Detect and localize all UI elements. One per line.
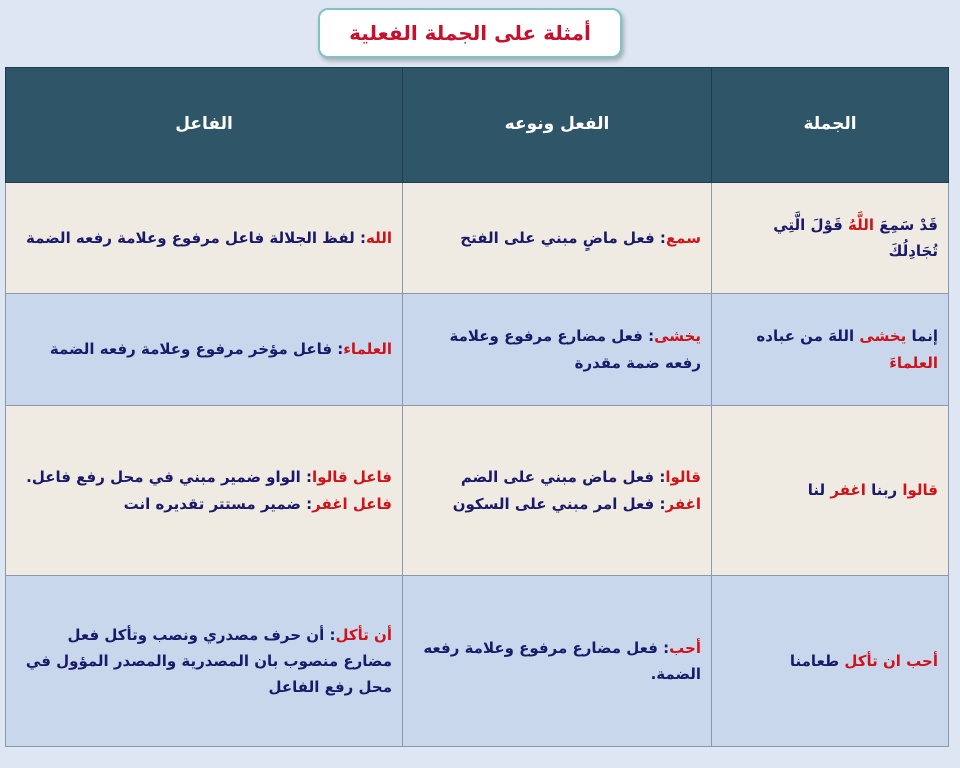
table-row — [6, 406, 949, 576]
sentence-text: طعامنا — [789, 651, 845, 670]
verb-line — [413, 323, 701, 376]
subject-key: فاعل اغفر — [312, 494, 392, 513]
verb-cell — [403, 183, 712, 294]
subject-desc: : ضمير مستتر تقديره انت — [123, 494, 313, 513]
header-sentence: الجملة — [712, 68, 949, 183]
sentence-cell — [712, 406, 949, 576]
sentence-highlight: العلماءَ — [889, 353, 938, 372]
verb-line — [413, 635, 701, 688]
sentence-cell — [712, 294, 949, 406]
header-row — [6, 68, 949, 183]
subject-line — [16, 622, 392, 701]
subject-desc: : الواو ضمير مبني في محل رفع فاعل. — [26, 468, 313, 487]
verb-key: سمع — [665, 228, 701, 247]
table-row — [6, 183, 949, 294]
sentence-text: إنما — [906, 327, 938, 346]
sentence-text: قَوْلَ الَّتِي تُجَادِلُكَ — [773, 215, 938, 260]
subject-line — [16, 464, 392, 490]
verb-desc: : فعل مضارع مرفوع وعلامة رفعه ضمة مقدرة — [449, 327, 701, 372]
sentence-highlight: أحب ان تأكل — [844, 651, 938, 670]
subject-cell — [6, 294, 403, 406]
page-title: أمثلة على الجملة الفعلية — [349, 21, 591, 45]
verb-key: أحب — [669, 638, 701, 657]
subject-cell — [6, 406, 403, 576]
verb-desc: : فعل ماضٍ مبني على الفتح — [460, 228, 666, 247]
subject-desc: : لفظ الجلالة فاعل مرفوع وعلامة رفعه الضمة — [26, 228, 366, 247]
examples-table — [5, 67, 949, 747]
verb-key: يخشى — [654, 327, 701, 346]
subject-desc: : فاعل مؤخر مرفوع وعلامة رفعه الضمة — [49, 340, 344, 359]
sentence-highlight: اللَّهُ — [848, 215, 875, 234]
sentence-text: لنا — [807, 481, 831, 500]
verb-line — [413, 225, 701, 251]
subject-cell — [6, 183, 403, 294]
sentence-text: قَدْ سَمِعَ — [874, 215, 938, 234]
verb-line — [413, 464, 701, 490]
verb-desc: : فعل مضارع مرفوع وعلامة رفعه الضمة. — [423, 638, 701, 683]
subject-line — [16, 491, 392, 517]
verb-line — [413, 491, 701, 517]
verb-cell — [403, 406, 712, 576]
verb-cell — [403, 294, 712, 406]
verb-key: اغفر — [665, 494, 701, 513]
subject-key: العلماء — [343, 340, 392, 359]
subject-key: أن تأكل — [335, 625, 392, 644]
sentence-highlight: قالوا — [902, 481, 938, 500]
verb-desc: : فعل امر مبني على السكون — [452, 494, 666, 513]
sentence-text: ربنا — [865, 481, 903, 500]
subject-cell — [6, 576, 403, 747]
verb-key: قالوا — [665, 468, 701, 487]
sentence-highlight: اغفر — [830, 481, 866, 500]
subject-desc: : أن حرف مصدري ونصب وتأكل فعل مضارع منصوب بان المصدرية والمصدر المؤول في محل رفع الفاعل — [25, 625, 392, 697]
sentence-cell — [712, 183, 949, 294]
subject-line — [16, 336, 392, 362]
title-box — [318, 8, 622, 58]
table-row — [6, 576, 949, 747]
sentence-text: اللهَ من عباده — [756, 327, 860, 346]
header-subject: الفاعل — [6, 68, 403, 183]
subject-line — [16, 225, 392, 251]
subject-key: الله — [366, 228, 392, 247]
verb-desc: : فعل ماض مبني على الضم — [460, 468, 666, 487]
sentence-highlight: يخشى — [859, 327, 907, 346]
table-row — [6, 294, 949, 406]
verb-cell — [403, 576, 712, 747]
sentence-cell — [712, 576, 949, 747]
header-verb: الفعل ونوعه — [403, 68, 712, 183]
subject-key: فاعل قالوا — [312, 468, 392, 487]
